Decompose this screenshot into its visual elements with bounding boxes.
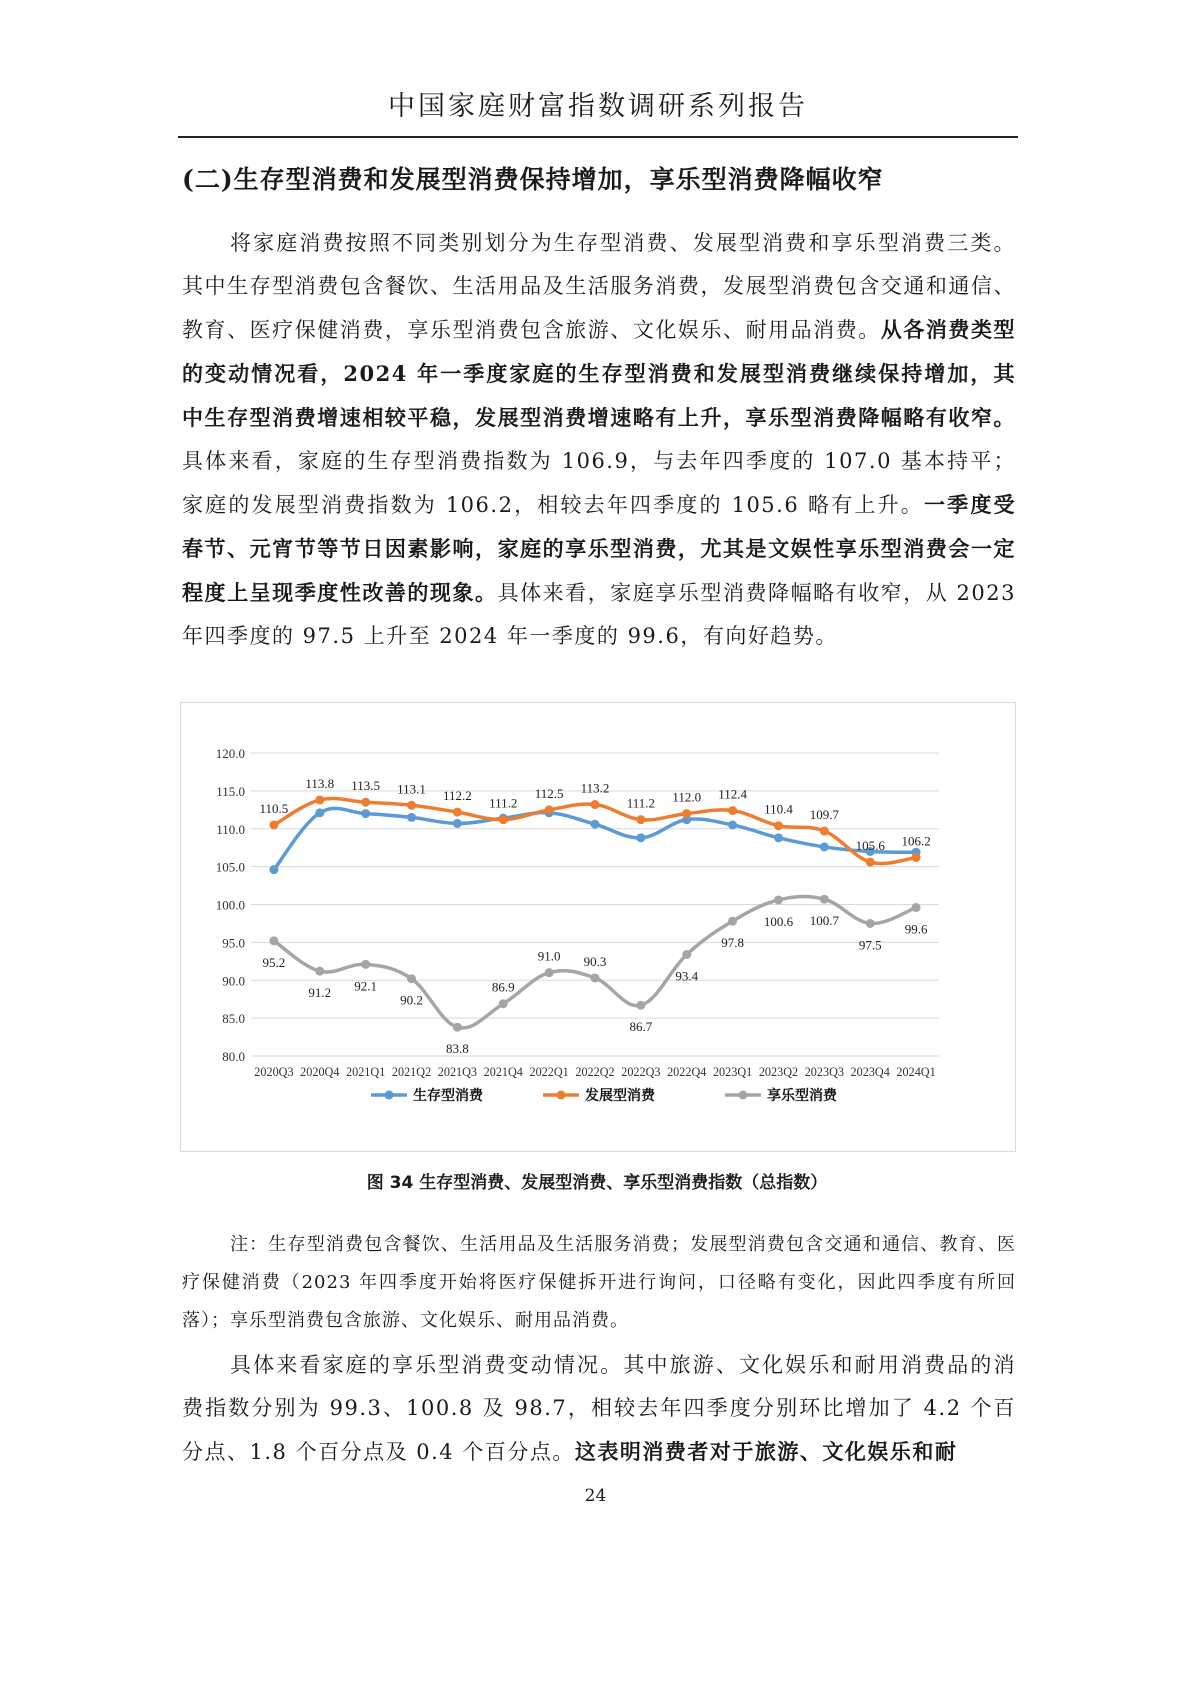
x-tick-label: 2022Q2 [575,1065,615,1079]
data-point-series-3 [774,895,783,904]
y-tick-label: 110.0 [216,821,245,837]
data-point-series-3 [499,999,508,1008]
x-tick-label: 2020Q3 [254,1065,294,1079]
data-point-series-3 [361,960,370,969]
figure-caption: 图 34 生存型消费、发展型消费、享乐型消费指数（总指数） [366,1173,828,1193]
x-tick-label: 2022Q1 [529,1065,569,1079]
legend-marker-2 [557,1091,566,1100]
data-point-series-3 [545,968,554,977]
x-tick-label: 2021Q1 [346,1065,386,1079]
data-point-series-3 [315,967,324,976]
data-point-series-1 [636,833,645,842]
data-point-series-2 [269,820,278,829]
data-label: 112.0 [672,789,702,805]
data-label: 110.5 [259,800,289,816]
data-point-series-2 [315,795,324,804]
data-point-series-2 [636,815,645,824]
data-label: 100.6 [763,913,794,929]
x-tick-label: 2022Q3 [621,1065,661,1079]
x-tick-label: 2022Q4 [667,1065,707,1079]
data-point-series-1 [269,865,278,874]
data-point-series-3 [636,1001,645,1010]
data-label: 112.2 [443,788,472,804]
x-tick-label: 2023Q3 [804,1065,844,1079]
legend-marker-3 [739,1091,748,1100]
data-label: 99.6 [904,921,928,937]
data-label: 91.2 [308,985,332,1001]
data-point-series-2 [912,853,921,862]
data-point-series-2 [682,809,691,818]
data-point-series-3 [453,1023,462,1032]
data-label: 93.4 [675,968,699,984]
y-tick-label: 85.0 [222,1011,245,1027]
data-label: 91.0 [537,948,561,964]
data-label: 113.1 [397,781,426,797]
data-point-series-2 [407,801,416,810]
x-tick-label: 2021Q4 [483,1065,523,1079]
data-label: 111.2 [626,795,656,811]
data-label: 97.8 [721,935,744,951]
paragraph-intro-part-e: 具体来看，家庭享乐型消费降幅略有收窄，从 2023 年四季度的 97.5 上升至 2024 年一季度的 99.6，有向好趋势。 [182,581,1017,648]
y-tick-label: 95.0 [222,935,245,951]
x-tick-label: 2023Q4 [850,1065,890,1079]
y-tick-label: 80.0 [222,1049,245,1064]
paragraph-intro-bold-b: 从各消费类型的变动情况看，2024 年一季度家庭的生存型消费和发展型消费继续保持增加，其中生存型消费增速相较平稳，发展型消费增速略有上升，享乐型消费降幅略有收窄。 [182,317,1017,430]
paragraph-hedonic-part-a: 具体来看家庭的享乐型消费变动情况。其中旅游、文化娱乐和耐用消费品的消费指数分别为 99.3、100.8 及 98.7，相较去年四季度分别环比增加了 4.2 个百分点、1.8 个百分点及 0.4 个百分点。 [182,1353,1016,1464]
data-label: 113.2 [580,780,610,796]
data-point-series-3 [591,973,600,982]
data-label: 109.7 [809,807,839,823]
data-label: 113.5 [351,778,381,794]
y-tick-label: 115.0 [216,783,245,799]
data-label: 83.8 [446,1041,469,1057]
data-point-series-1 [820,842,829,851]
data-label: 97.5 [858,937,882,953]
legend-label: 享乐型消费 [767,1088,837,1104]
y-tick-label: 100.0 [215,897,245,913]
data-point-series-3 [682,950,691,959]
data-point-series-2 [728,806,737,815]
data-point-series-1 [591,820,600,829]
paragraph-hedonic-bold-b: 这表明消费者对于旅游、文化娱乐和耐 [574,1439,958,1464]
data-point-series-1 [453,819,462,828]
legend-label: 发展型消费 [585,1088,655,1104]
x-tick-label: 2024Q1 [896,1065,936,1079]
data-label: 90.2 [400,992,423,1008]
data-point-series-3 [407,974,416,983]
section-heading: (二)生存型消费和发展型消费保持增加，享乐型消费降幅收窄 [182,165,884,194]
data-point-series-1 [315,808,324,817]
x-tick-label: 2020Q4 [300,1065,340,1079]
data-point-series-3 [728,917,737,926]
legend-marker-1 [385,1091,394,1100]
data-label: 95.2 [262,954,286,970]
data-point-series-2 [453,808,462,817]
header-divider [178,136,1018,138]
y-tick-label: 105.0 [215,859,245,875]
data-label: 105.6 [855,838,885,854]
x-tick-label: 2021Q2 [391,1065,432,1079]
data-point-series-1 [728,820,737,829]
data-label: 110.4 [764,801,793,817]
data-label: 100.7 [809,913,839,929]
paragraph-intro-part-c: 具体来看，家庭的生存型消费指数为 106.9，与去年四季度的 107.0 基本持平；家庭的发展型消费指数为 106.2，相较去年四季度的 105.6 略有上升。 [182,449,1016,517]
legend-label: 生存型消费 [413,1088,483,1104]
data-point-series-2 [591,800,600,809]
data-label: 112.4 [718,786,747,802]
data-point-series-2 [361,798,370,807]
data-point-series-3 [866,919,875,928]
data-label: 106.2 [901,833,931,849]
x-tick-label: 2021Q3 [437,1065,478,1079]
data-label: 112.5 [534,785,564,801]
figure-note: 注：生存型消费包含餐饮、生活用品及生活服务消费；发展型消费包含交通和通信、教育、医疗保健消费（2023 年四季度开始将医疗保健拆开进行询问，口径略有变化，因此四季度有所回落）；享乐型消费包含旅游、文化娱乐、耐用品消费。 [182,1234,1016,1331]
data-label: 113.8 [305,775,335,791]
y-tick-label: 120.0 [215,746,245,761]
data-point-series-2 [545,805,554,814]
paragraph-intro-part-a: 将家庭消费按照不同类别划分为生存型消费、发展型消费和享乐型消费三类。其中生存型消费包含餐饮、生活用品及生活服务消费，发展型消费包含交通和通信、教育、医疗保健消费，享乐型消费包含旅游、文化娱乐、耐用品消费。 [182,231,1016,342]
data-point-series-2 [499,815,508,824]
data-point-series-2 [820,827,829,836]
y-tick-label: 90.0 [222,973,245,989]
data-point-series-3 [912,903,921,912]
data-label: 111.2 [489,795,518,811]
data-point-series-1 [361,809,370,818]
paragraph-intro [182,222,1016,658]
data-point-series-2 [774,821,783,830]
chart-svg [181,703,1015,1151]
paragraph-hedonic [182,1344,1016,1474]
data-label: 86.7 [629,1019,653,1035]
data-label: 86.9 [491,979,515,995]
page-number: 24 [584,1486,607,1506]
data-point-series-2 [866,858,875,867]
data-point-series-3 [269,936,278,945]
x-tick-label: 2023Q1 [712,1065,753,1079]
paragraph-intro-bold-d: 一季度受春节、元宵节等节日因素影响，家庭的享乐型消费，尤其是文娱性享乐型消费会一定程度上呈现季度性改善的现象。 [182,492,1017,605]
x-tick-label: 2023Q2 [758,1065,799,1079]
consumption-index-chart [180,702,1016,1152]
report-header-title: 中国家庭财富指数调研系列报告 [388,91,808,122]
data-label: 92.1 [354,978,378,994]
data-point-series-3 [820,895,829,904]
data-label: 90.3 [583,953,607,969]
data-point-series-1 [407,813,416,822]
data-point-series-1 [774,833,783,842]
